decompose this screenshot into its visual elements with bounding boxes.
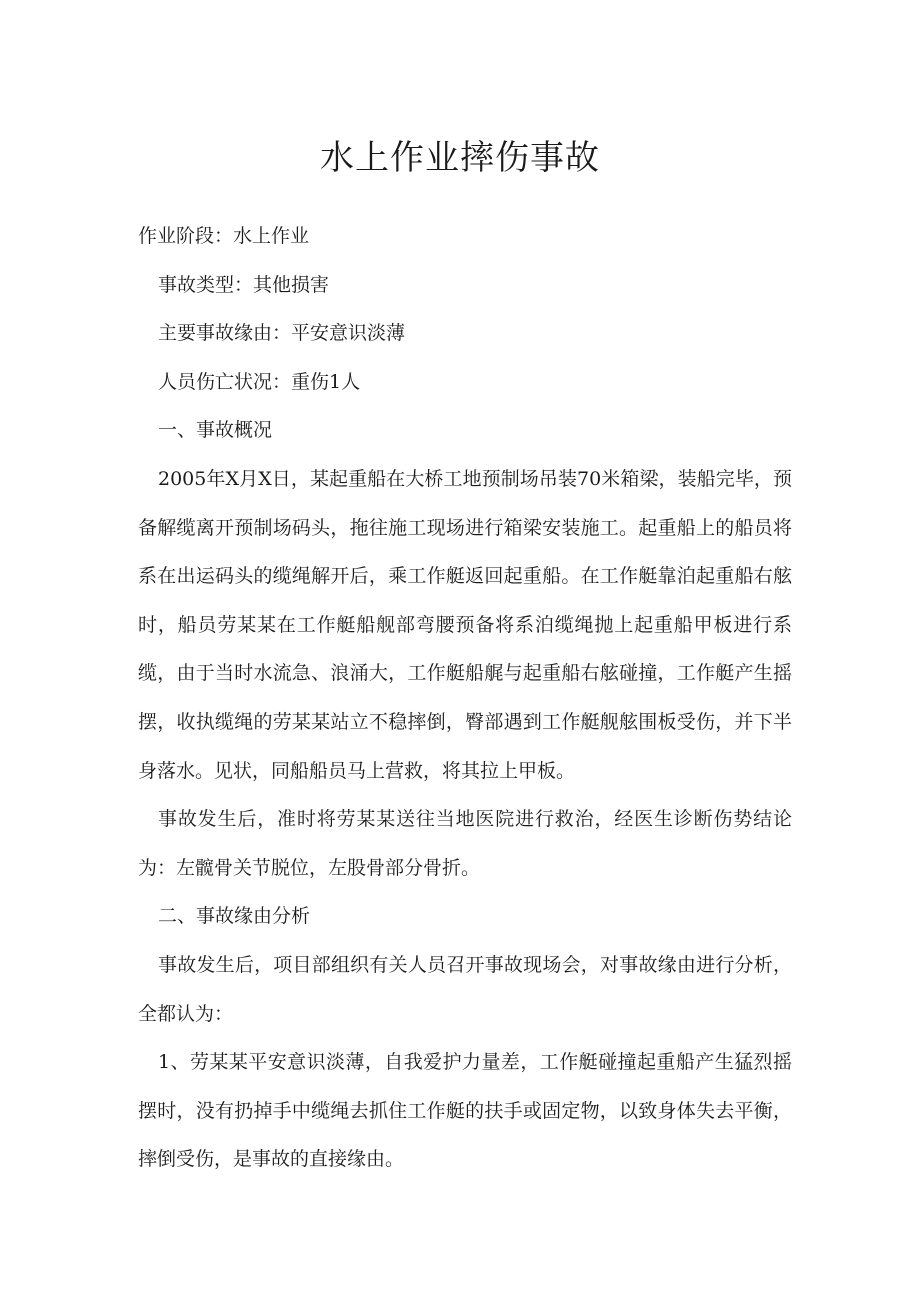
paragraph-casualties: 人员伤亡状况：重伤1人 — [158, 370, 361, 393]
document-body — [138, 212, 792, 1184]
paragraph-overview: 2005年X月X日，某起重船在大桥工地预制场吊装70米箱梁，装船完毕，预备解缆离开预制场码头，拖往施工现场进行箱梁安装施工。起重船上的船员将系在出运码头的缆绳解开后，乘工作艇返回起重船。在工作艇靠泊起重船右舷时，船员劳某某在工作艇船舰部弯腰预备将系泊缆绳抛上起重船甲板进行系缆，由于当时水流急、浪涌大，工作艇船艉与起重船右舷碰撞，工作艇产生摇摆，收执缆绳的劳某某站立不稳摔倒，臀部遇到工作艇舰舷围板受伤，并下半身落水。见状，同船船员马上营救，将其拉上甲板。 — [138, 467, 792, 782]
paragraph-after-accident: 事故发生后，准时将劳某某送往当地医院进行救治，经医生诊断伤势结论为：左髋骨关节脱位，左股骨部分骨折。 — [138, 808, 792, 879]
heading-overview: 一、事故概况 — [158, 419, 273, 442]
paragraph-analysis-intro: 事故发生后，项目部组织有关人员召开事故现场会，对事故缘由进行分析，全都认为： — [138, 953, 792, 1025]
heading-cause-analysis: 二、事故缘由分析 — [158, 905, 311, 928]
document-title: 水上作业摔伤事故 — [320, 138, 600, 178]
paragraph-accident-type: 事故类型：其他损害 — [158, 273, 330, 296]
paragraph-direct-cause: 1、劳某某平安意识淡薄，自我爱护力量差，工作艇碰撞起重船产生猛烈摇摆时，没有扔掉手中缆绳去抓住工作艇的扶手或固定物，以致身体失去平衡，摔倒受伤，是事故的直接缘由。 — [138, 1051, 792, 1171]
paragraph-work-stage: 作业阶段：水上作业 — [138, 225, 310, 247]
paragraph-main-cause: 主要事故缘由：平安意识淡薄 — [158, 322, 406, 345]
